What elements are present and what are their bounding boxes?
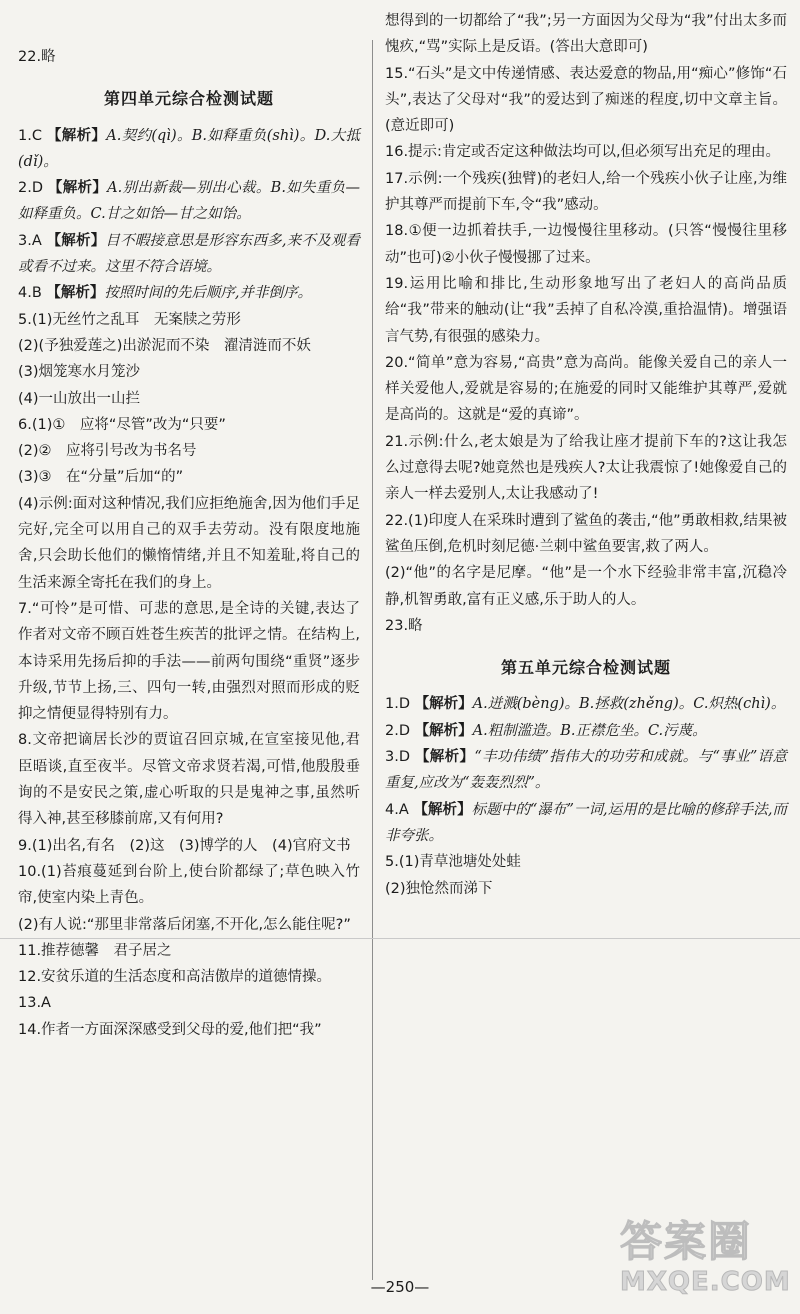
answer-11: 11.推荐德馨 君子居之 [18,942,172,959]
unit5-answer-3: 3.D 【解析】“丰功伟绩”指伟大的功劳和成就。与“事业”语意重复,应改为“轰轰烈烈”。 [385,749,788,792]
answer-12: 12.安贫乐道的生活态度和高洁傲岸的道德情操。 [18,969,332,986]
answer-5-3: (3)烟笼寒水月笼沙 [18,364,141,381]
answer-23: 23.略 [385,617,423,634]
column-divider [372,40,373,1280]
answer-17: 17.示例:一个残疾(独臂)的老妇人,给一个残疾小伙子让座,为维护其尊严而提前下车,令“我”感动。 [385,170,787,214]
page-number: —250— [370,1278,430,1296]
unit5-answer-5-2: (2)独怆然而涕下 [385,880,493,897]
answer-22-1: 22.(1)印度人在采珠时遭到了鲨鱼的袭击,“他”勇敢相救,结果被鲨鱼压倒,危机时刻尼德·兰刺中鲨鱼要害,救了两人。 [385,512,787,555]
answer-13: 13.A [18,995,51,1012]
watermark-bottom-text: MXQE.COM [620,1267,791,1297]
answer-6-4: (4)示例:面对这种情况,我们应拒绝施舍,因为他们手足完好,完全可以用自己的双手去劳动。没有限度地施舍,只会助长他们的懒惰情绪,并且不知羞耻,将自己的生活来源全寄托在我们的身上。 [18,495,360,591]
unit5-answer-2: 2.D 【解析】A.粗制滥造。B.正襟危坐。C.污蔑。 [385,722,707,739]
right-column [385,8,787,902]
answer-5-1: 5.(1)无丝竹之乱耳 无案牍之劳形 [18,311,241,328]
answer-10-2: (2)有人说:“那里非常落后闭塞,不开化,怎么能住呢?” [18,916,351,933]
answer-18: 18.①便一边抓着扶手,一边慢慢往里移动。(只答“慢慢往里移动”也可)②小伙子慢慢挪了过来。 [385,223,787,266]
answer-22-2: (2)“他”的名字是尼摩。“他”是一个水下经验非常丰富,沉稳冷静,机智勇敢,富有正义感,乐于助人的人。 [385,565,787,608]
answer-14: 14.作者一方面深深感受到父母的爱,他们把“我” [18,1021,322,1038]
unit5-answer-1: 1.D 【解析】A.迸溅(bèng)。B.拯救(zhěng)。C.炽热(chì)。 [385,696,786,713]
left-column [18,44,360,1043]
answer-2: 2.D 【解析】A.别出新裁—别出心裁。B.如失重负—如释重负。C.甘之如饴—甘之如饴。 [18,180,360,223]
answer-1: 1.C 【解析】A.契约(qì)。B.如释重负(shì)。D.大抵(dǐ)。 [18,127,361,170]
answer-6-3: (3)③ 在“分量”后加“的” [18,469,184,486]
answer-22: 22.略 [18,49,56,65]
answer-19: 19.运用比喻和排比,生动形象地写出了老妇人的高尚品质给“我”带来的触动(让“我”丢掉了自私冷漠,重拾温情)。增强语言气势,有很强的感染力。 [385,275,787,345]
answer-5-4: (4)一山放出一山拦 [18,390,141,407]
watermark-top-text: 答案圈 [620,1217,753,1266]
answer-15: 15.“石头”是文中传递情感、表达爱意的物品,用“痴心”修饰“石头”,表达了父母对“我”的爱达到了痴迷的程度,切中文章主旨。(意近即可) [385,65,787,135]
answer-20: 20.“简单”意为容易,“高贵”意为高尚。能像关爱自己的亲人一样关爱他人,爱就是容易的;在施爱的同时又能维护其尊严,爱就是高尚的。这就是“爱的真谛”。 [385,354,787,424]
answer-4: 4.B 【解析】按照时间的先后顺序,并非倒序。 [18,285,313,302]
answer-16: 16.提示:肯定或否定这种做法均可以,但必须写出充足的理由。 [385,144,781,161]
answer-3: 3.A 【解析】目不暇接意思是形容东西多,来不及观看或看不过来。这里不符合语境。 [18,232,361,276]
answer-8: 8.文帝把谪居长沙的贾谊召回京城,在宣室接见他,君臣晤谈,直至夜半。尽管文帝求贤若渴,可惜,他殷殷垂询的不是安民之策,虚心听取的只是鬼神之事,虽然听得入神,甚至移膝前席,又有何用? [18,732,360,828]
watermark-logo [620,1218,795,1308]
answer-21: 21.示例:什么,老太娘是为了给我让座才提前下车的?这让我怎么过意得去呢?她竟然也是残疾人?太让我震惊了!她像爱自己的亲人一样去爱别人,太让我感动了! [385,433,787,503]
answer-7: 7.“可怜”是可惜、可悲的意思,是全诗的关键,表达了作者对文帝不顾百姓苍生疾苦的批评之情。在结构上,本诗采用先扬后抑的手法——前两句围绕“重贤”逐步升级,节节上扬,三、四句一转,由强烈对照而形成的贬抑之情便显得特别有力。 [18,600,360,723]
answer-6-1: 6.(1)① 应将“尽管”改为“只要” [18,416,226,433]
answer-14-continued: 想得到的一切都给了“我”;另一方面因为父母为“我”付出太多而愧疚,“骂”实际上是反语。(答出大意即可) [385,13,787,56]
answer-5-2: (2)(予独爱莲之)出淤泥而不染 濯清涟而不妖 [18,337,311,354]
unit4-title: 第四单元综合检测试题 [103,89,274,109]
unit5-title: 第五单元综合检测试题 [500,658,671,678]
answer-6-2: (2)② 应将引号改为书名号 [18,443,197,460]
unit5-answer-5-1: 5.(1)青草池塘处处蛙 [385,854,521,871]
unit5-answer-4: 4.A 【解析】标题中的“瀑布”一词,运用的是比喻的修辞手法,而非夸张。 [385,801,788,844]
answer-10-1: 10.(1)苔痕蔓延到台阶上,使台阶都绿了;草色映入竹帘,使室内染上青色。 [18,863,360,907]
answer-9: 9.(1)出名,有名 (2)这 (3)博学的人 (4)官府文书 [18,837,351,854]
